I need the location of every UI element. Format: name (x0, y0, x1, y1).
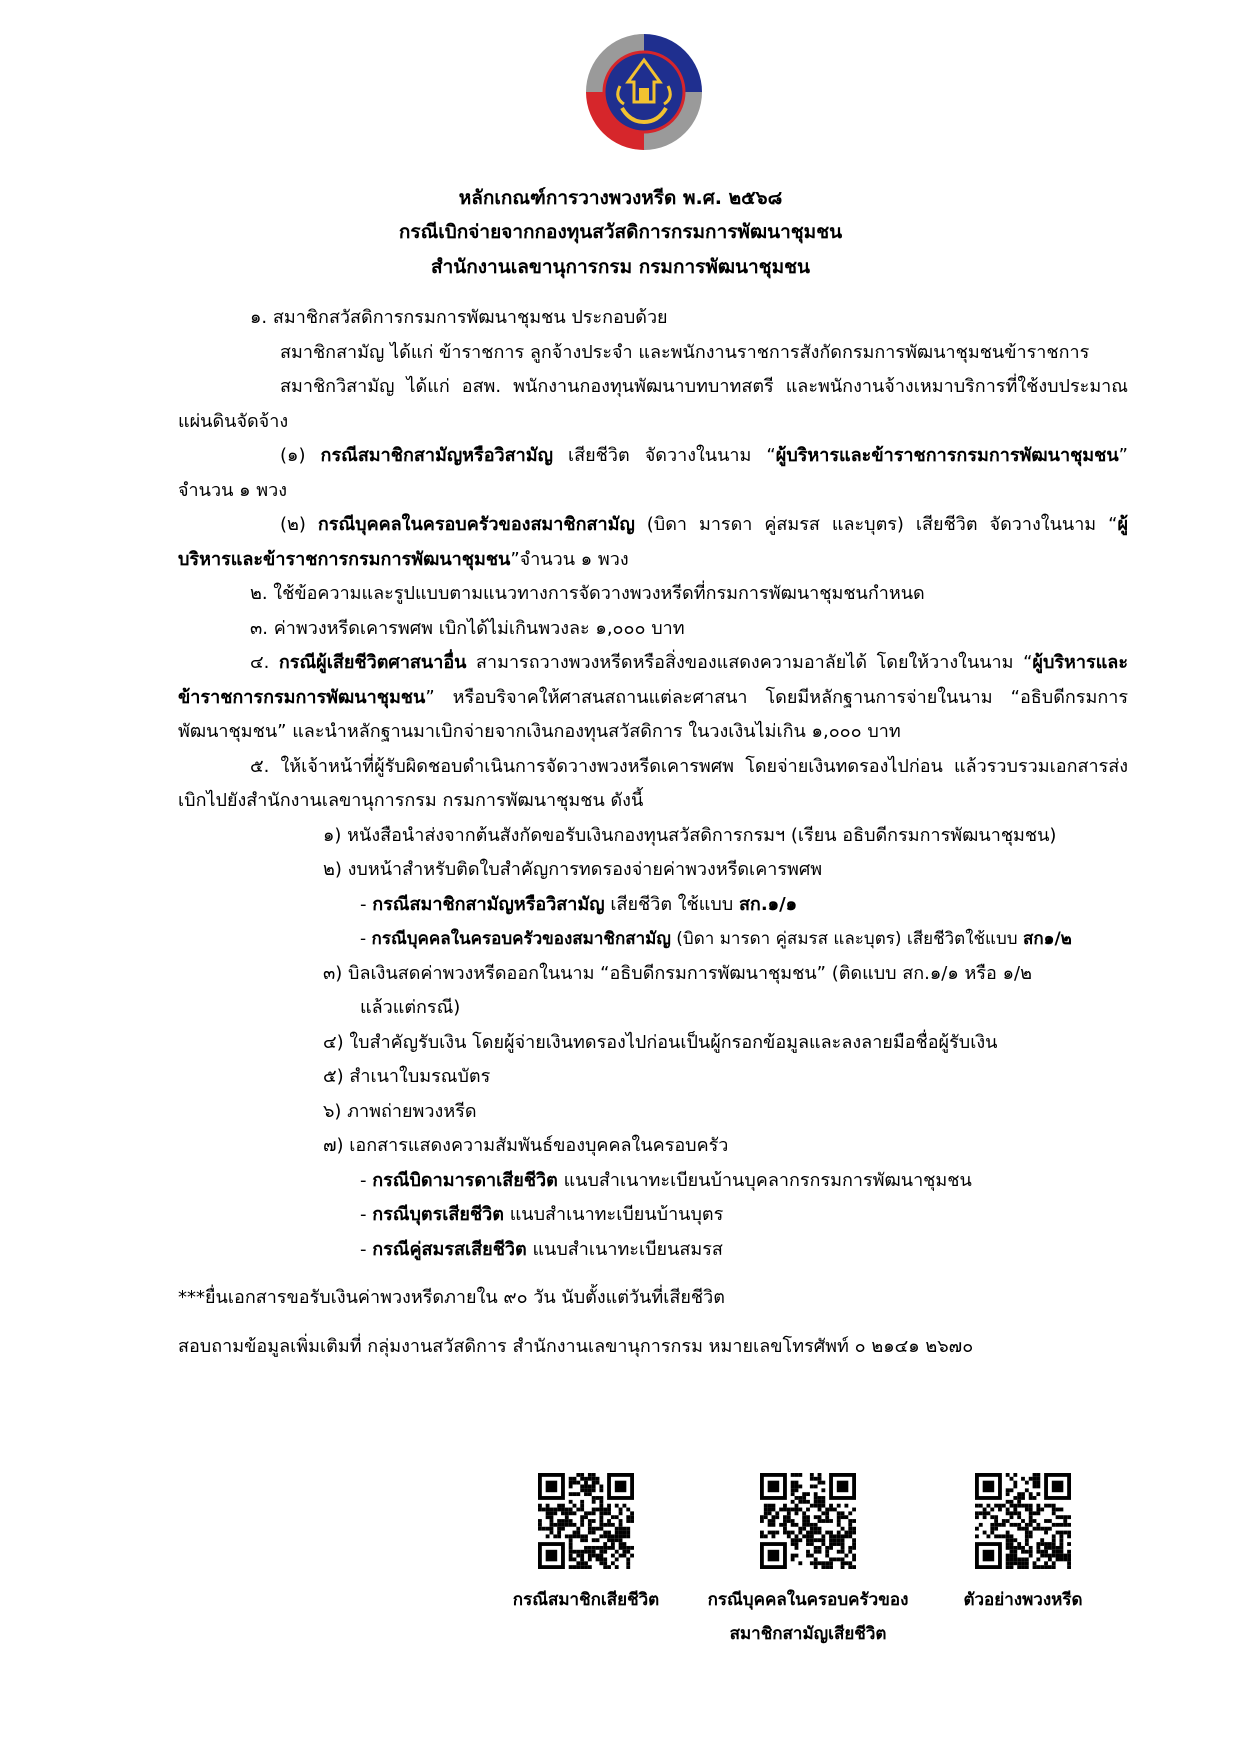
item-7b-dash: - (360, 1204, 373, 1225)
item-2b-form: สก๑/๒ (1023, 929, 1072, 949)
item-7c-dash: - (360, 1238, 373, 1260)
case-1-text: เสียชีวิต จัดวางในนาม “ (552, 445, 776, 466)
department-logo (582, 30, 706, 154)
qr-code-member-death[interactable] (538, 1473, 634, 1569)
item-2b-bold: กรณีบุคคลในครอบครัวของสมาชิกสามัญ (371, 929, 671, 949)
qr-caption-wreath-example: ตัวอย่างพวงหรีด (963, 1590, 1083, 1610)
section-2: ๒. ใช้ข้อความและรูปแบบตามแนวทางการจัดวางพวงหรีดที่กรมการพัฒนาชุมชนกำหนด (250, 583, 925, 604)
section-5-item-3: ๓) บิลเงินสดค่าพวงหรีดออกในนาม “อธิบดีกรมการพัฒนาชุมชน” (ติดแบบ สก.๑/๑ หรือ ๑/๒ แล้วแต่กรณี) (323, 962, 1032, 1018)
qr-caption-family-death-line-2: สมาชิกสามัญเสียชีวิต (729, 1624, 887, 1644)
section-4-text-2: ” หรือบริจาคให้ศาสนสถานแต่ละศาสนา โดยมีหลักฐานการจ่ายในนาม “อธิบดีกรมการพัฒนาชุมชน” และนำหลักฐานมาเบิกจ่ายจากเงินกองทุนสวัสดิการ ในวงเงินไม่เกิน ๑,๐๐๐ บาท (178, 686, 1128, 742)
case-2-tail: ”จำนวน ๑ พวง (510, 548, 629, 570)
case-1-bold: กรณีสมาชิกสามัญหรือวิสามัญ (320, 445, 553, 466)
section-5-item-4: ๔) ใบสำคัญรับเงิน โดยผู้จ่ายเงินทดรองไปก่อนเป็นผู้กรอกข้อมูลและลงลายมือชื่อผู้รับเงิน (323, 1031, 998, 1053)
item-2a-text: เสียชีวิต ใช้แบบ (604, 893, 739, 915)
section-5-item-1: ๑) หนังสือนำส่งจากต้นสังกัดขอรับเงินกองทุนสวัสดิการกรมฯ (เรียน อธิบดีกรมการพัฒนาชุมชน) (323, 824, 1057, 846)
section-1-case-1 (178, 439, 1128, 508)
section-5-item-7: ๗) เอกสารแสดงความสัมพันธ์ของบุคคลในครอบครัว (323, 1135, 729, 1156)
section-4-name: ผู้บริหารและข้าราชการกรมการพัฒนาชุมชน (178, 652, 1128, 708)
item-7a-dash: - (360, 1169, 373, 1191)
section-1-heading: ๑. สมาชิกสวัสดิการกรมการพัฒนาชุมชน ประกอบด้วย (250, 307, 668, 328)
qr-code-wreath-example[interactable] (975, 1473, 1071, 1569)
section-1-extra-members: สมาชิกวิสามัญ ได้แก่ อสพ. พนักงานกองทุนพัฒนาบทบาทสตรี และพนักงานจ้างเหมาบริการที่ใช้งบประมาณแผ่นดินจัดจ้าง (178, 376, 1128, 432)
document-body (178, 301, 1128, 1364)
qr-code-row (0, 1473, 1241, 1703)
title-line-2: กรณีเบิกจ่ายจากกองทุนสวัสดิการกรมการพัฒนาชุมชน (398, 221, 843, 243)
section-1-case-2 (178, 508, 1128, 577)
section-5-item-6: ๖) ภาพถ่ายพวงหรีด (323, 1100, 477, 1122)
section-3: ๓. ค่าพวงหรีดเคารพศพ เบิกได้ไม่เกินพวงละ ๑,๐๐๐ บาท (250, 617, 685, 639)
section-4-text-1: สามารถวางพวงหรีดหรือสิ่งของแสดงความอาลัยได้ โดยให้วางในนาม “ (466, 652, 1033, 673)
item-7a-bold: กรณีบิดามารดาเสียชีวิต (372, 1169, 558, 1191)
case-1-name: ผู้บริหารและข้าราชการกรมการพัฒนาชุมชน (775, 445, 1119, 466)
item-7c-text: แนบสำเนาทะเบียนสมรส (526, 1238, 723, 1260)
case-1-tail: ” จำนวน ๑ พวง (178, 445, 1128, 501)
section-5: ๕. ให้เจ้าหน้าที่ผู้รับผิดชอบดำเนินการจัดวางพวงหรีดเคารพศพ โดยจ่ายเงินทดรองไปก่อน แล้วรวบรวมเอกสารส่งเบิกไปยังสำนักงานเลขานุการกรม กรมการพัฒนาชุมชน ดังนี้ (178, 755, 1128, 811)
item-2b-text: (บิดา มารดา คู่สมรส และบุตร) เสียชีวิตใช้แบบ (670, 929, 1023, 949)
section-5-item-7c (178, 1233, 1128, 1268)
item-2a-bold: กรณีสมาชิกสามัญหรือวิสามัญ (372, 893, 605, 915)
case-1-number: (๑) (280, 445, 321, 466)
section-5-item-2b (178, 922, 1128, 957)
item-7a-text: แนบสำเนาทะเบียนบ้านบุคลากรกรมการพัฒนาชุมชน (557, 1169, 972, 1191)
title-line-3: สำนักงานเลขานุการกรม กรมการพัฒนาชุมชน (431, 256, 810, 278)
deadline-note: ***ยื่นเอกสารขอรับเงินค่าพวงหรีดภายใน ๙๐ วัน นับตั้งแต่วันที่เสียชีวิต (178, 1287, 725, 1308)
case-2-text: (บิดา มารดา คู่สมรส และบุตร) เสียชีวิต จัดวางในนาม “ (634, 514, 1118, 535)
case-2-name: ผู้บริหารและข้าราชการกรมการพัฒนาชุมชน (178, 514, 1128, 570)
item-7b-text: แนบสำเนาทะเบียนบ้านบุตร (503, 1204, 724, 1225)
qr-caption-family-death-line-1: กรณีบุคคลในครอบครัวของ (707, 1590, 909, 1610)
section-5-item-2: ๒) งบหน้าสำหรับติดใบสำคัญการทดรองจ่ายค่าพวงหรีดเคารพศพ (323, 859, 823, 880)
section-5-item-7b (178, 1198, 1128, 1233)
case-2-bold: กรณีบุคคลในครอบครัวของสมาชิกสามัญ (317, 514, 635, 535)
section-4-bold: กรณีผู้เสียชีวิตศาสนาอื่น (278, 652, 467, 673)
contact-info: สอบถามข้อมูลเพิ่มเติมที่ กลุ่มงานสวัสดิการ สำนักงานเลขานุการกรม หมายเลขโทรศัพท์ ๐ ๒๑๔๑ ๒๖๗๐ (178, 1335, 974, 1357)
item-7b-bold: กรณีบุตรเสียชีวิต (372, 1204, 504, 1225)
item-7c-bold: กรณีคู่สมรสเสียชีวิต (372, 1238, 527, 1260)
section-5-item-2a (178, 888, 1128, 923)
section-5-item-7a (178, 1164, 1128, 1199)
section-4-number: ๔. (250, 652, 279, 673)
case-2-number: (๒) (280, 514, 318, 535)
section-5-item-5: ๕) สำเนาใบมรณบัตร (323, 1066, 491, 1087)
qr-caption-member-death: กรณีสมาชิกเสียชีวิต (512, 1590, 660, 1610)
qr-code-family-death[interactable] (760, 1473, 856, 1569)
section-1-regular-members: สมาชิกสามัญ ได้แก่ ข้าราชการ ลูกจ้างประจำ และพนักงานราชการสังกัดกรมการพัฒนาชุมชนข้าราชการ (280, 341, 1090, 363)
item-2a-form: สก.๑/๑ (738, 893, 798, 915)
section-4 (178, 646, 1128, 750)
item-2b-dash: - (360, 929, 372, 949)
title-line-1: หลักเกณฑ์การวางพวงหรีด พ.ศ. ๒๕๖๘ (458, 187, 783, 209)
item-2a-dash: - (360, 893, 373, 915)
